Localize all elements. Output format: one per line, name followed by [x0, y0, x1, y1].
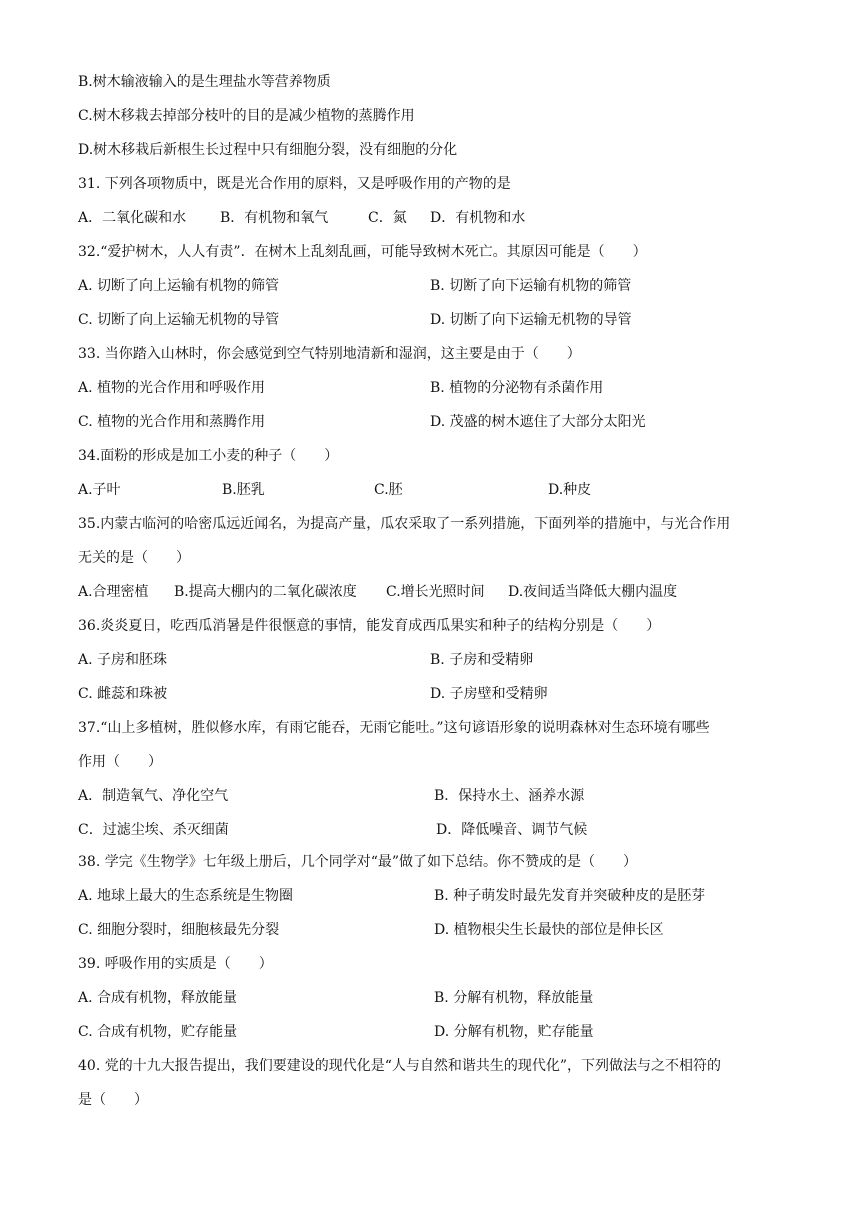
- question-37-options-row1: [78, 786, 790, 806]
- option-b: B.胚乳: [222, 482, 265, 498]
- question-36-options-row1: [78, 650, 790, 670]
- question-35-stem-line1: 35.内蒙古临河的哈密瓜远近闻名，为提高产量，瓜农采取了一系列措施，下面列举的措施中，与光合作用: [78, 516, 731, 532]
- option-a: A. 子房和胚珠: [78, 652, 168, 668]
- option-c: C. 合成有机物，贮存能量: [78, 1024, 238, 1040]
- prev-option-d: D.树木移栽后新根生长过程中只有细胞分裂，没有细胞的分化: [78, 142, 458, 158]
- option-c: C.增长光照时间: [386, 584, 485, 600]
- question-35-stem-line2: 无关的是（ ）: [78, 550, 190, 566]
- question-33-stem: 33. 当你踏入山林时，你会感觉到空气特别地清新和湿润，这主要是由于（ ）: [78, 346, 581, 362]
- question-32-options-row1: [78, 276, 790, 296]
- option-a: A.子叶: [78, 482, 121, 498]
- option-a: A. 合成有机物，释放能量: [78, 990, 238, 1006]
- option-a: A. 地球上最大的生态系统是生物圈: [78, 888, 294, 904]
- question-33-options-row2: [78, 412, 790, 432]
- option-c: C. 植物的光合作用和蒸腾作用: [78, 414, 266, 430]
- option-d: D．有机物和水: [430, 210, 526, 226]
- option-d: D. 分解有机物，贮存能量: [434, 1024, 594, 1040]
- option-c: C．氮: [368, 210, 407, 226]
- option-c: C. 雌蕊和珠被: [78, 686, 168, 702]
- prev-option-b: B.树木输液输入的是生理盐水等营养物质: [78, 74, 331, 90]
- option-d: D. 茂盛的树木遮住了大部分太阳光: [430, 414, 646, 430]
- option-d: D．降低噪音、调节气候: [436, 822, 588, 838]
- option-b: B．有机物和氧气: [220, 210, 329, 226]
- question-34-stem: 34.面粉的形成是加工小麦的种子（ ）: [78, 448, 339, 464]
- question-36-options-row2: [78, 684, 790, 704]
- question-31-stem: 31. 下列各项物质中，既是光合作用的原料，又是呼吸作用的产物的是: [78, 176, 511, 192]
- option-d: D. 子房壁和受精卵: [430, 686, 548, 702]
- option-b: B. 切断了向下运输有机物的筛管: [430, 278, 632, 294]
- question-39-stem: 39. 呼吸作用的实质是（ ）: [78, 956, 273, 972]
- question-39-options-row2: [78, 1022, 790, 1042]
- question-38-options-row2: [78, 920, 790, 940]
- option-c: C．过滤尘埃、杀灭细菌: [78, 822, 229, 838]
- option-c: C.胚: [374, 482, 403, 498]
- option-a: A. 植物的光合作用和呼吸作用: [78, 380, 266, 396]
- question-33-options-row1: [78, 378, 790, 398]
- option-b: B.提高大棚内的二氧化碳浓度: [174, 584, 357, 600]
- question-40-stem-line2: 是（ ）: [78, 1092, 148, 1108]
- option-b: B. 种子萌发时最先发育并突破种皮的是胚芽: [434, 888, 706, 904]
- prev-option-c: C.树木移栽去掉部分枝叶的目的是减少植物的蒸腾作用: [78, 108, 415, 124]
- question-34-options: [78, 480, 790, 500]
- question-32-stem: 32.“爱护树木，人人有责”．在树木上乱刻乱画，可能导致树木死亡。其原因可能是（ ）: [78, 244, 647, 260]
- option-b: B. 分解有机物，释放能量: [434, 990, 594, 1006]
- option-c: C. 细胞分裂时，细胞核最先分裂: [78, 922, 280, 938]
- question-38-options-row1: [78, 886, 790, 906]
- option-d: D.夜间适当降低大棚内温度: [508, 584, 678, 600]
- question-38-stem: 38. 学完《生物学》七年级上册后，几个同学对“最”做了如下总结。你不赞成的是（ ）: [78, 854, 638, 870]
- option-b: B. 子房和受精卵: [430, 652, 534, 668]
- question-36-stem: 36.炎炎夏日，吃西瓜消暑是件很惬意的事情，能发育成西瓜果实和种子的结构分别是（ ）: [78, 618, 661, 634]
- question-37-stem-line1: 37.“山上多植树，胜似修水库，有雨它能吞，无雨它能吐。”这句谚语形象的说明森林对生态环境有哪些: [78, 720, 710, 736]
- question-39-options-row1: [78, 988, 790, 1008]
- question-40-stem-line1: 40. 党的十九大报告提出，我们要建设的现代化是“人与自然和谐共生的现代化”，下列做法与之不相符的: [78, 1058, 722, 1074]
- question-37-options-row2: [78, 820, 790, 840]
- option-c: C. 切断了向上运输无机物的导管: [78, 312, 280, 328]
- option-d: D. 切断了向下运输无机物的导管: [430, 312, 632, 328]
- option-d: D. 植物根尖生长最快的部位是伸长区: [434, 922, 664, 938]
- option-a: A. 切断了向上运输有机物的筛管: [78, 278, 280, 294]
- option-b: B. 植物的分泌物有杀菌作用: [430, 380, 604, 396]
- option-d: D.种皮: [548, 482, 592, 498]
- question-31-options: [78, 208, 790, 228]
- option-b: B．保持水土、涵养水源: [434, 788, 585, 804]
- question-35-options: [78, 582, 790, 602]
- question-32-options-row2: [78, 310, 790, 330]
- option-a: A．二氧化碳和水: [78, 210, 187, 226]
- question-37-stem-line2: 作用（ ）: [78, 754, 162, 770]
- option-a: A．制造氧气、净化空气: [78, 788, 229, 804]
- option-a: A.合理密植: [78, 584, 149, 600]
